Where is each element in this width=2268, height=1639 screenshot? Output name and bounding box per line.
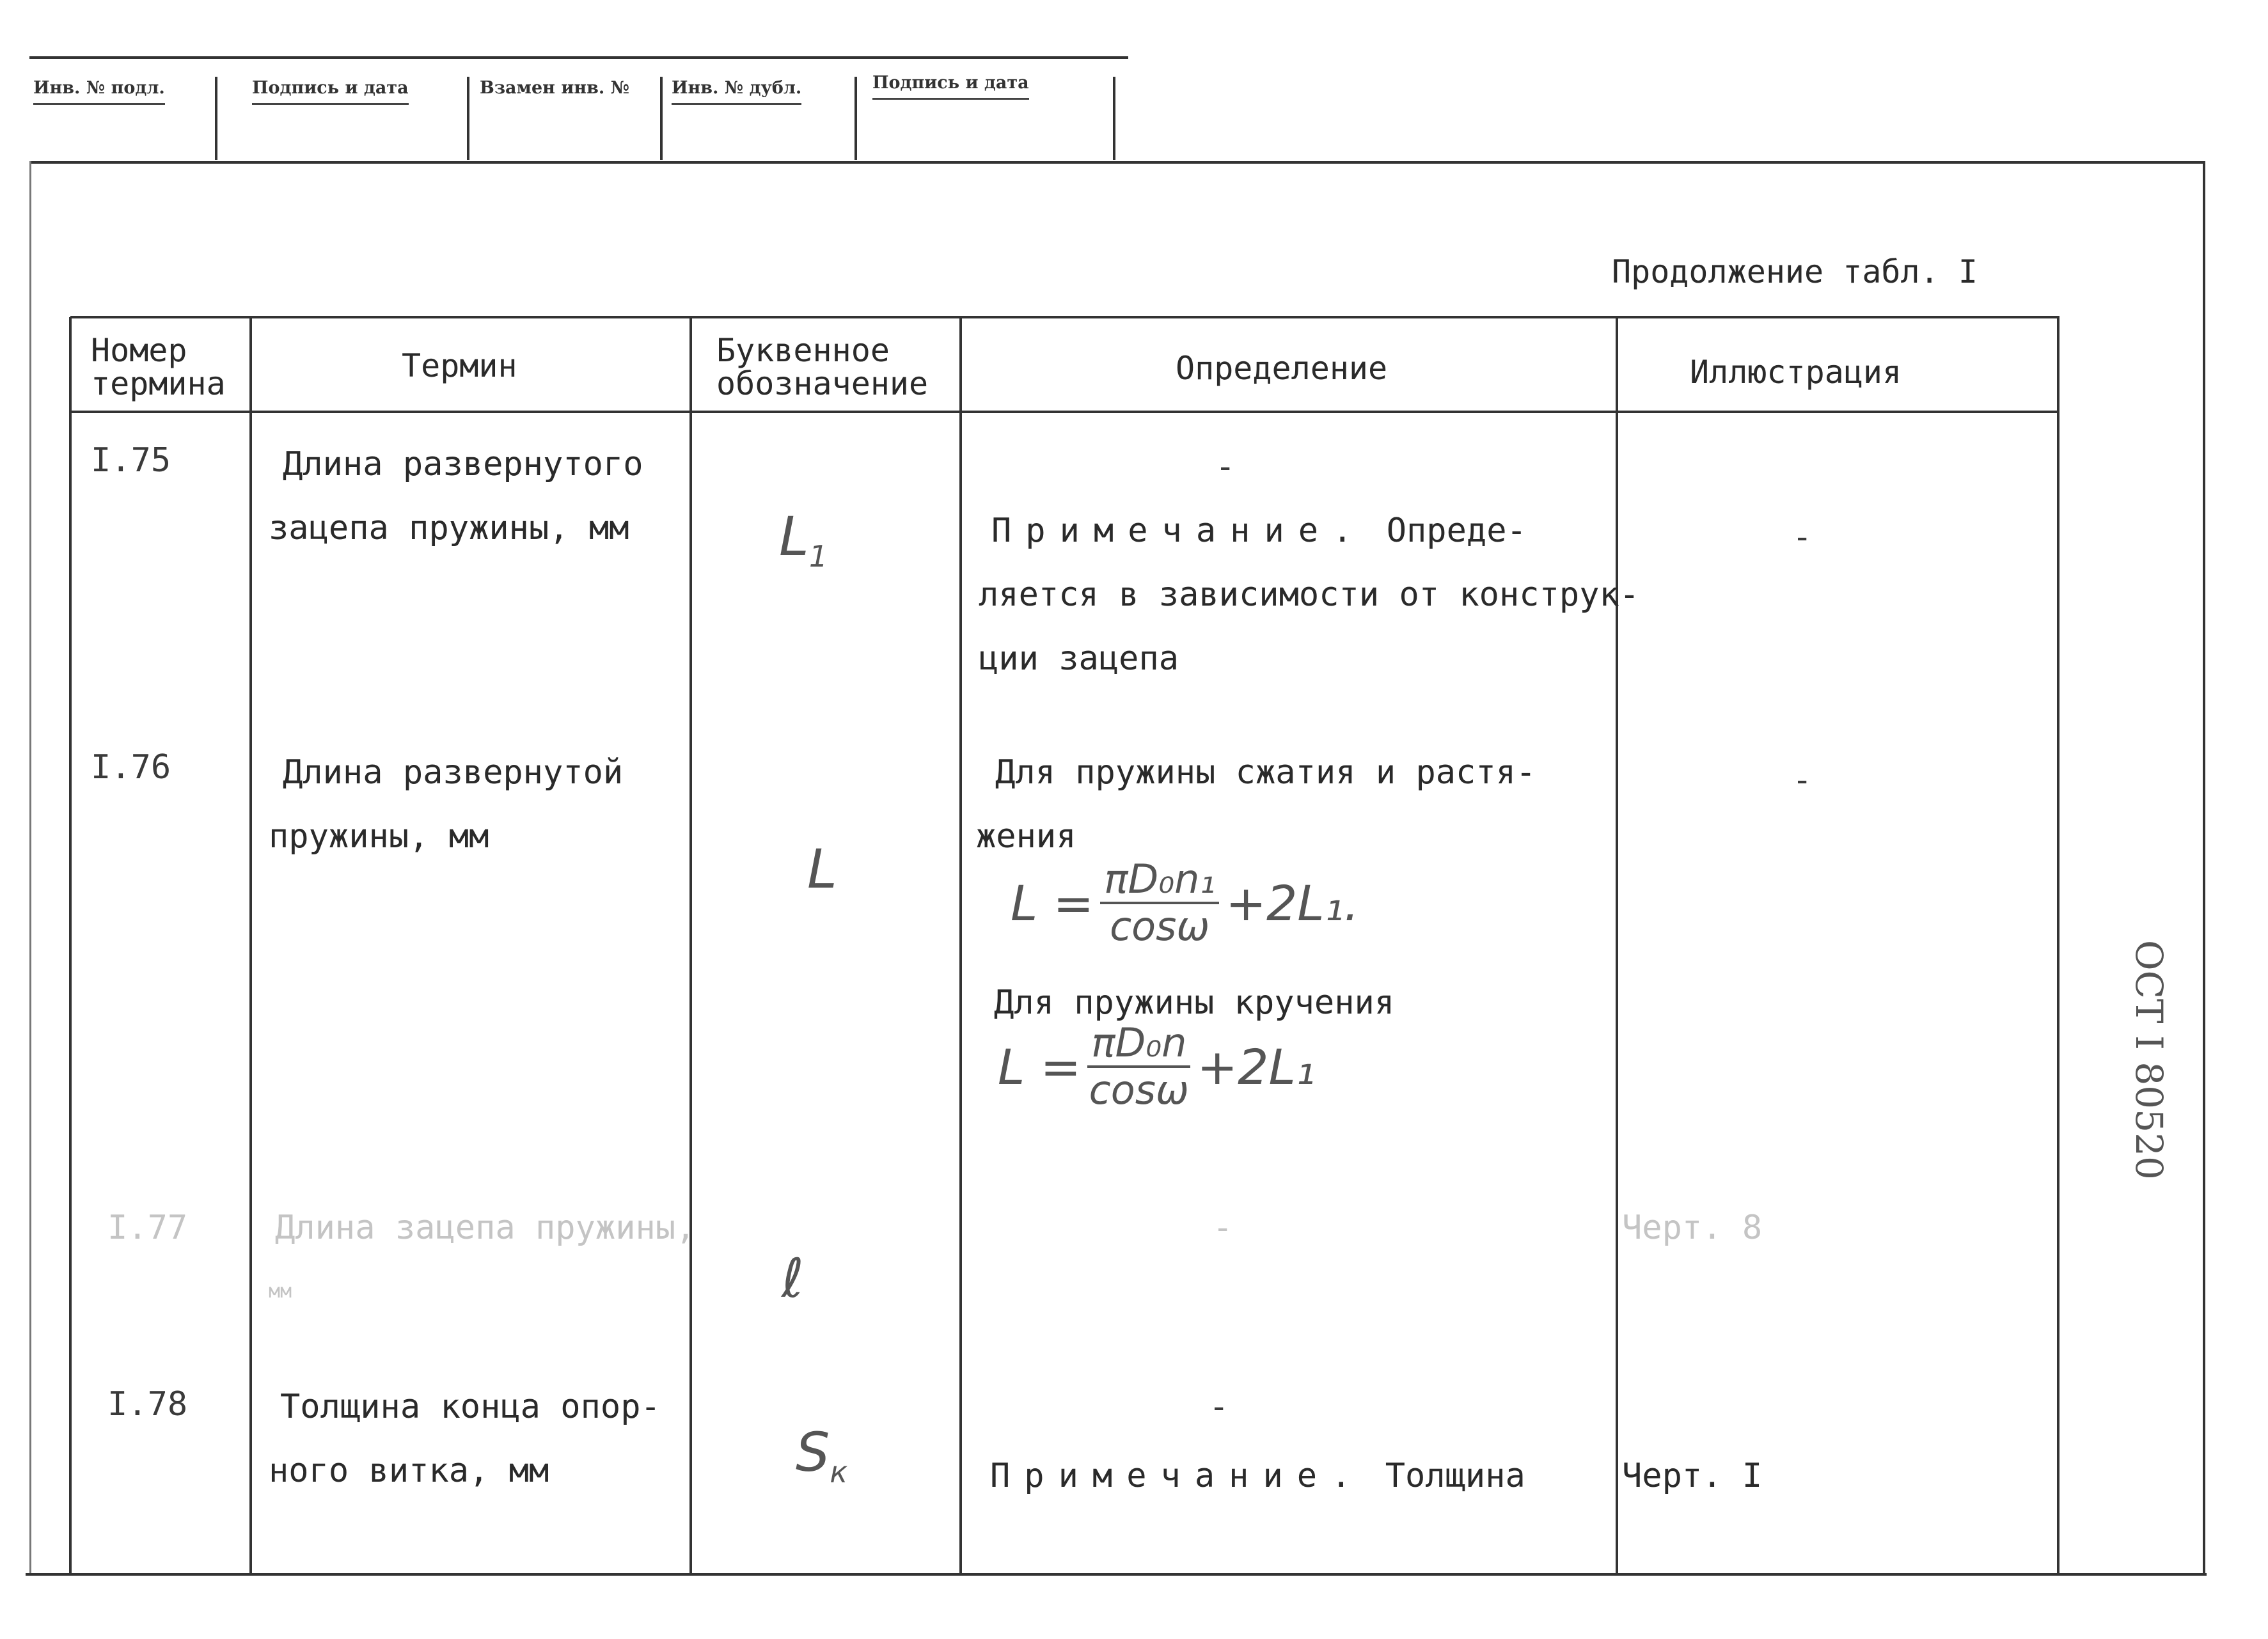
- header-number: [91, 334, 226, 400]
- table-left-border: [69, 317, 72, 1573]
- header-number-line: Номер: [91, 332, 187, 369]
- note-rest: Толщина: [1385, 1457, 1525, 1495]
- formula-denominator: cosω: [1089, 1067, 1189, 1113]
- document-code: ОСТ I 80520: [2127, 940, 2171, 1180]
- formula-rhs: +2L₁.: [1225, 874, 1360, 932]
- term-name-line: Длина зацепа пружины,: [275, 1209, 696, 1247]
- term-number: I.75: [91, 441, 171, 480]
- column-divider: [959, 317, 962, 1573]
- stamp-cell-replace-inv: [469, 77, 663, 160]
- term-name-line: ного витка, мм: [269, 1452, 549, 1490]
- note-word: Примечание.: [991, 512, 1367, 550]
- definition-line: ляется в зависимости от конструк-: [979, 576, 1640, 614]
- header-definition: Определение: [1176, 350, 1388, 387]
- term-number: I.76: [91, 748, 171, 787]
- stamp-label: Подпись и дата: [872, 73, 1029, 100]
- definition-dash: -: [1215, 448, 1236, 486]
- stamp-cell-inv-dubl: [663, 77, 857, 160]
- symbol-Sk: [796, 1421, 847, 1489]
- illustration-ref: Черт. I: [1622, 1457, 1763, 1495]
- definition-text: [976, 741, 1536, 868]
- table-top-border: [70, 316, 2059, 318]
- symbol-L: L: [807, 838, 837, 900]
- term-name: [269, 432, 643, 560]
- definition-line: ции зацепа: [979, 639, 1179, 678]
- formula-lhs: L =: [998, 1038, 1082, 1095]
- term-name-line: мм: [269, 1280, 292, 1303]
- formula-lhs: L =: [1011, 874, 1094, 932]
- term-name-line: пружины, мм: [269, 817, 489, 856]
- definition-dash: -: [1213, 1209, 1233, 1247]
- header-symbol: [716, 334, 928, 400]
- symbol-l: ℓ: [782, 1247, 804, 1310]
- column-divider: [249, 317, 252, 1573]
- definition-line: жения: [976, 817, 1076, 856]
- frame-bottom-line: [26, 1573, 2207, 1576]
- symbol-L1: [779, 505, 828, 574]
- term-name-line: зацепа пружины, мм: [269, 509, 629, 547]
- term-name: [269, 1196, 695, 1324]
- term-name-line: Длина развернутого: [283, 445, 643, 483]
- note-word: Примечание.: [990, 1457, 1366, 1495]
- term-name: [269, 741, 623, 868]
- definition-line: Для пружины сжатия и растя-: [995, 753, 1536, 792]
- formula-numerator: πD₀n: [1087, 1021, 1190, 1068]
- term-name-line: Длина развернутой: [283, 753, 624, 792]
- definition-note-line: [979, 499, 1639, 563]
- formula-torsion: [998, 1021, 1315, 1113]
- formula-numerator: πD₀n₁: [1100, 857, 1219, 904]
- formula-denominator: cosω: [1110, 903, 1210, 950]
- formula-fraction: [1087, 1021, 1190, 1113]
- frame-right-line: [2203, 161, 2205, 1573]
- symbol-subscript: к: [830, 1454, 848, 1489]
- stamp-label: Инв. № дубл.: [672, 78, 801, 105]
- table-header-border: [70, 411, 2059, 413]
- definition-dash: -: [1209, 1388, 1229, 1426]
- header-term: Термин: [402, 347, 517, 384]
- definition-text: [990, 1444, 1525, 1508]
- formula-rhs: +2L₁: [1197, 1038, 1316, 1095]
- table-right-border: [2057, 317, 2059, 1573]
- term-number: I.78: [107, 1385, 188, 1423]
- symbol-letter: L: [779, 505, 809, 568]
- header-number-line: термина: [91, 365, 226, 402]
- stamp-label: Инв. № подл.: [33, 78, 165, 105]
- formula-fraction: [1100, 857, 1219, 949]
- symbol-subscript: 1: [808, 538, 828, 574]
- illustration-ref: Черт. 8: [1622, 1209, 1763, 1247]
- stamp-cell-signature-date: [217, 77, 469, 160]
- frame-top-line: [29, 161, 2204, 164]
- stamp-block: [29, 56, 1128, 161]
- illustration-dash: -: [1792, 518, 1813, 556]
- illustration-dash: -: [1792, 761, 1813, 799]
- stamp-label: Подпись и дата: [252, 78, 409, 105]
- term-name: [269, 1375, 661, 1503]
- side-document-code: [2117, 940, 2171, 1477]
- symbol-letter: S: [796, 1421, 830, 1484]
- header-symbol-line: обозначение: [716, 365, 929, 402]
- column-divider: [689, 317, 692, 1573]
- note-rest: Опреде-: [1386, 512, 1527, 550]
- header-illustration: Иллюстрация: [1690, 354, 1902, 391]
- table-continuation-label: Продолжение табл. I: [1612, 253, 1978, 290]
- stamp-label: Взамен инв. №: [480, 78, 630, 98]
- frame-left-line: [29, 161, 31, 1573]
- term-number: I.77: [107, 1209, 188, 1247]
- stamp-cell-inv-podl: [29, 77, 217, 160]
- definition-line: Для пружины кручения: [994, 984, 1395, 1022]
- formula-compression: [1011, 857, 1359, 949]
- stamp-cell-signature-date-2: [857, 73, 1115, 160]
- header-symbol-line: Буквенное: [716, 332, 890, 369]
- term-name-line: Толщина конца опор-: [280, 1388, 661, 1426]
- definition-text: [979, 499, 1639, 691]
